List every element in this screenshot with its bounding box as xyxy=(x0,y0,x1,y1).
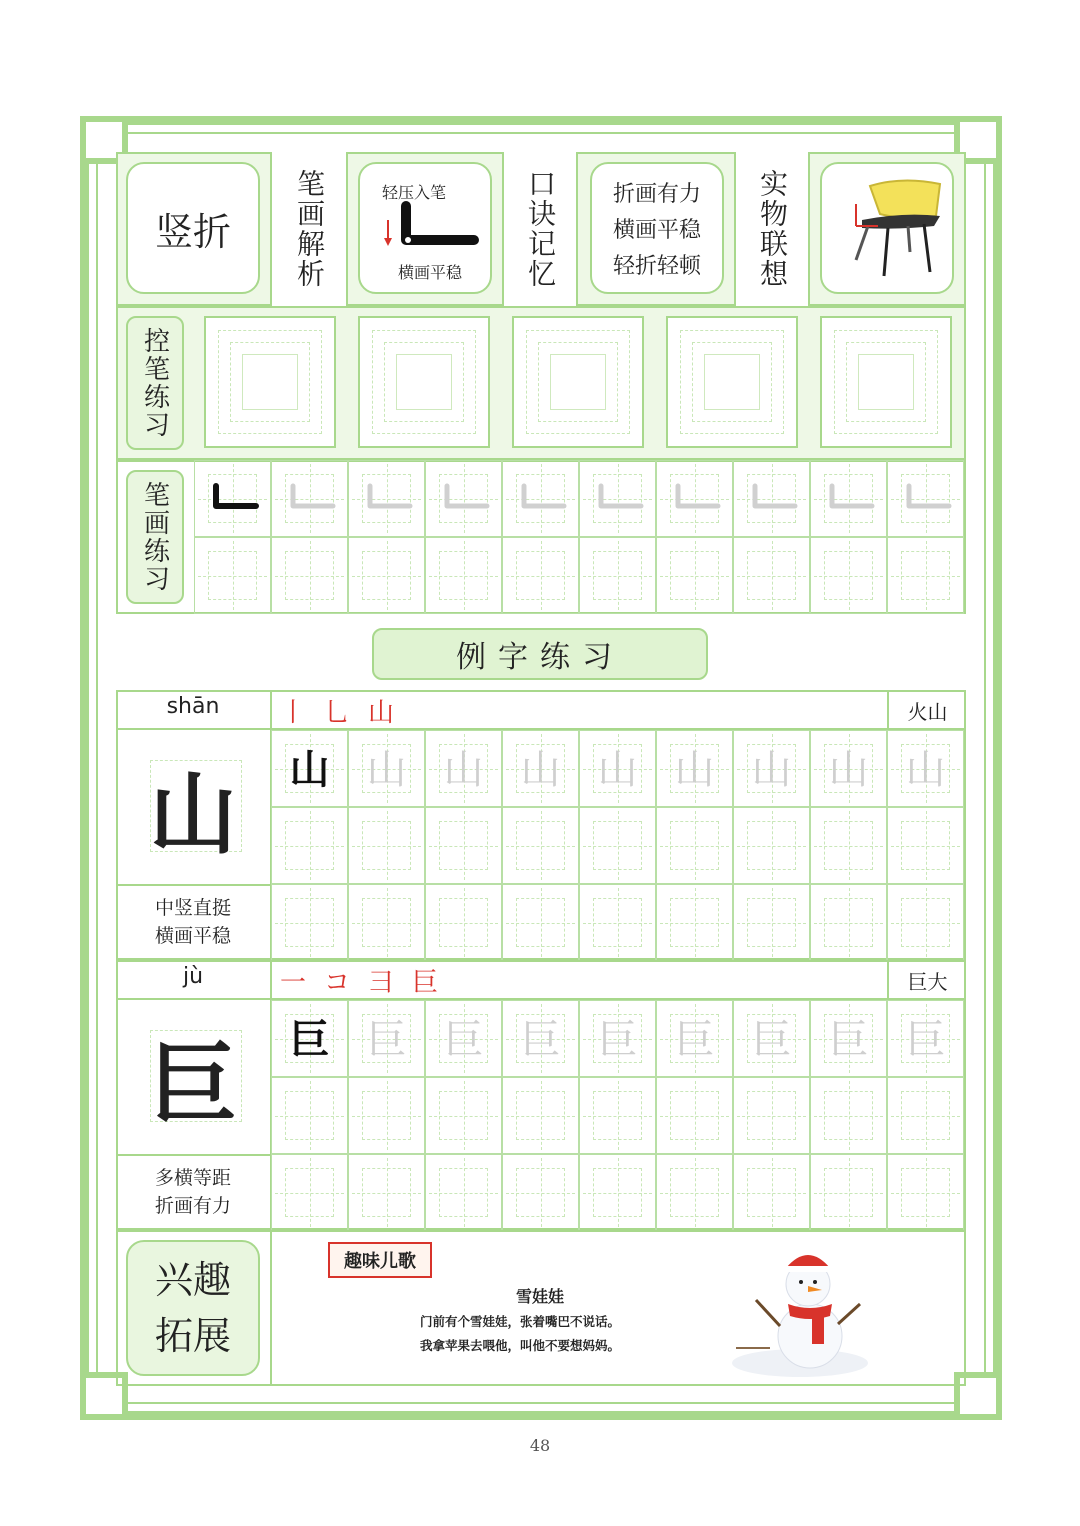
cell-guide xyxy=(737,576,806,577)
rhyme-line: 我拿苹果去喂他，叫他不要想妈妈。 xyxy=(420,1338,621,1353)
analysis-top-text: 轻压入笔 xyxy=(382,183,447,202)
cell-guide xyxy=(352,1116,421,1117)
interest-divider xyxy=(270,1230,272,1386)
mnemonic-line: 轻折轻顿 xyxy=(612,253,701,279)
stroke-trace-icon xyxy=(589,480,649,520)
cell-guide xyxy=(583,846,652,847)
cell-guide xyxy=(660,1193,729,1194)
stroke-trace-icon xyxy=(666,480,726,520)
tip-line: 横画平稳 xyxy=(154,925,231,947)
stroke-step: 乚 xyxy=(324,698,351,728)
trace-character: 山 xyxy=(520,746,561,793)
stroke-analysis-card xyxy=(358,162,492,294)
pinyin: shān xyxy=(166,694,220,719)
cell-guide xyxy=(506,923,575,924)
rhyme-line: 门前有个雪娃娃，张着嘴巴不说话。 xyxy=(420,1314,621,1329)
stroke-step: 巨 xyxy=(412,968,439,998)
cell-guide xyxy=(891,846,960,847)
example-title: 例字练习 xyxy=(372,628,708,680)
stroke-order xyxy=(280,962,880,999)
cell-guide xyxy=(275,846,344,847)
cell-guide xyxy=(275,1116,344,1117)
cell-guide xyxy=(814,923,883,924)
cell-guide xyxy=(737,846,806,847)
trace-character: 山 xyxy=(443,746,484,793)
cell-guide xyxy=(352,1193,421,1194)
trace-character: 山 xyxy=(905,746,946,793)
chair-icon xyxy=(822,164,952,292)
cell-guide xyxy=(891,1116,960,1117)
cell-guide xyxy=(275,1193,344,1194)
cell-guide xyxy=(429,1116,498,1117)
cell-guide xyxy=(891,576,960,577)
cell-guide xyxy=(660,576,729,577)
stroke-order xyxy=(280,692,880,729)
cell-guide xyxy=(814,1116,883,1117)
trace-character: 巨 xyxy=(828,1016,869,1063)
example-word: 巨大 xyxy=(907,970,948,994)
stroke-step: 山 xyxy=(368,698,395,728)
stroke-trace-icon xyxy=(897,480,957,520)
stroke-practice-label: 笔画练习 xyxy=(126,470,184,604)
mnemonic-line: 折画有力 xyxy=(612,181,701,207)
cell-guide xyxy=(660,846,729,847)
snowman-icon xyxy=(730,1238,870,1378)
cell-guide xyxy=(583,923,652,924)
interest-label: 兴趣拓展 xyxy=(126,1240,260,1376)
trace-character: 巨 xyxy=(905,1016,946,1063)
analysis-label: 笔画解析 xyxy=(293,169,326,289)
stroke-diagram xyxy=(374,200,484,260)
cell-guide xyxy=(429,576,498,577)
cell-guide xyxy=(506,1116,575,1117)
object-label: 实物联想 xyxy=(756,169,789,289)
cell-guide xyxy=(891,1193,960,1194)
cell-guide xyxy=(891,923,960,924)
chair-picture xyxy=(820,162,954,294)
rhyme-title: 雪娃娃 xyxy=(515,1287,564,1306)
writing-tips xyxy=(116,1164,270,1220)
pen-guide xyxy=(242,354,298,410)
stroke-trace-icon xyxy=(820,480,880,520)
mnemonic-card xyxy=(590,162,724,294)
practice-character: 山 xyxy=(289,745,330,793)
trace-character: 山 xyxy=(674,746,715,793)
cell-guide xyxy=(429,923,498,924)
trace-character: 山 xyxy=(597,746,638,793)
example-character: 山 xyxy=(148,762,237,866)
cell-guide xyxy=(737,923,806,924)
tip-line: 多横等距 xyxy=(154,1167,231,1189)
tip-line: 折画有力 xyxy=(154,1195,231,1217)
cell-guide xyxy=(583,1193,652,1194)
cell-guide xyxy=(429,846,498,847)
cell-guide xyxy=(583,1116,652,1117)
pen-guide xyxy=(396,354,452,410)
cell-guide xyxy=(352,846,421,847)
cell-guide xyxy=(660,1116,729,1117)
mnemonic-line: 横画平稳 xyxy=(612,217,701,243)
cell-guide xyxy=(583,576,652,577)
pinyin: jù xyxy=(182,964,204,989)
stroke-step: 一 xyxy=(280,968,307,998)
stroke-trace-icon xyxy=(358,480,418,520)
trace-character: 巨 xyxy=(443,1016,484,1063)
pen-guide xyxy=(704,354,760,410)
cell-guide xyxy=(737,1116,806,1117)
cell-guide xyxy=(429,1193,498,1194)
cell-guide xyxy=(198,576,267,577)
stroke-sample-icon xyxy=(204,480,264,520)
cell-guide xyxy=(352,923,421,924)
trace-character: 巨 xyxy=(751,1016,792,1063)
cell-guide xyxy=(506,846,575,847)
trace-character: 山 xyxy=(828,746,869,793)
trace-character: 巨 xyxy=(366,1016,407,1063)
stroke-trace-icon xyxy=(281,480,341,520)
analysis-bottom-text: 横画平稳 xyxy=(398,263,463,282)
page-number: 48 xyxy=(529,1436,551,1455)
cell-guide xyxy=(660,923,729,924)
trace-character: 巨 xyxy=(520,1016,561,1063)
cell-guide xyxy=(814,1193,883,1194)
stroke-trace-icon xyxy=(743,480,803,520)
stroke-step: コ xyxy=(324,968,351,998)
trace-character: 山 xyxy=(366,746,407,793)
block-divider xyxy=(116,884,270,886)
block-divider xyxy=(116,1154,270,1156)
cell-guide xyxy=(814,576,883,577)
cell-guide xyxy=(275,576,344,577)
pen-guide xyxy=(550,354,606,410)
example-character: 巨 xyxy=(148,1032,237,1136)
cell-guide xyxy=(275,923,344,924)
mnemonic-label: 口诀记忆 xyxy=(524,169,557,289)
cell-guide xyxy=(352,576,421,577)
trace-character: 巨 xyxy=(597,1016,638,1063)
rhyme-tag: 趣味儿歌 xyxy=(328,1242,432,1278)
cell-guide xyxy=(506,1193,575,1194)
stroke-trace-icon xyxy=(435,480,495,520)
stroke-step: 彐 xyxy=(368,968,395,998)
stroke-step: 丨 xyxy=(280,698,307,728)
cell-guide xyxy=(814,846,883,847)
stroke-name: 竖折 xyxy=(126,162,260,294)
pen-control-label: 控笔练习 xyxy=(126,316,184,450)
cell-guide xyxy=(506,576,575,577)
writing-tips xyxy=(116,894,270,950)
tip-line: 中竖直挺 xyxy=(154,897,231,919)
trace-character: 巨 xyxy=(674,1016,715,1063)
trace-character: 山 xyxy=(751,746,792,793)
stroke-trace-icon xyxy=(512,480,572,520)
practice-character: 巨 xyxy=(289,1015,330,1063)
pen-guide xyxy=(858,354,914,410)
example-word: 火山 xyxy=(907,700,948,724)
cell-guide xyxy=(737,1193,806,1194)
